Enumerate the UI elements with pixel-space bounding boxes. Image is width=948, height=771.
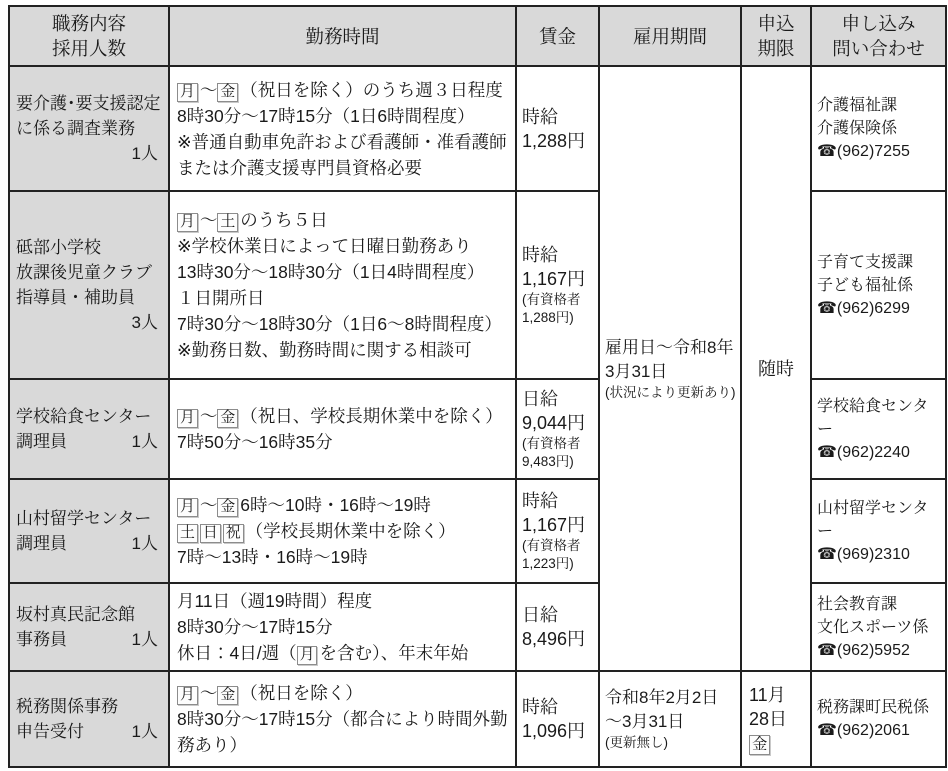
text-line: 1,288円 [522, 130, 586, 151]
period-note: (更新無し) [605, 735, 668, 750]
text-line: 税務課町民税係 [817, 699, 930, 716]
text-line: 申告受付 [16, 722, 84, 741]
text-line: 8時30分～17時15分 [177, 617, 333, 637]
schedule-text [177, 207, 512, 363]
job-count: 1人 [131, 144, 158, 163]
boxed-day-icon: 金 [749, 735, 770, 755]
wage-main [522, 603, 596, 651]
boxed-day-icon: 金 [217, 498, 238, 517]
text-line: に係る調査業務 [16, 119, 135, 138]
text-line: 8,496円 [522, 629, 586, 649]
contact-text [817, 593, 943, 662]
text-line: ☎(969)2310 [817, 545, 910, 563]
job-cell [9, 479, 169, 583]
text-line: 9,044円 [522, 413, 586, 433]
schedule-text [177, 492, 512, 570]
deadline-text: 随時 [758, 358, 794, 379]
text-line: 山村留学センター [817, 499, 929, 540]
wage-note [522, 435, 596, 471]
text-line: 1,167円 [522, 515, 586, 535]
text-line: 子育て支援課 [817, 253, 914, 271]
wage-main [522, 387, 596, 435]
text-line: 日給 [522, 605, 558, 625]
text-line: 1,288円) [522, 310, 574, 325]
text-line: 月 ～ 金 6時～10時・16時～19時 [177, 492, 512, 518]
job-listings-table [8, 5, 947, 768]
schedule-text [177, 403, 512, 455]
schedule-text [177, 588, 512, 666]
text-line: ※学校休業日によって日曜日勤務あり [177, 236, 472, 256]
boxed-day-icon: 日 [200, 524, 221, 543]
schedule-text [177, 680, 512, 758]
wage-cell [516, 379, 599, 479]
text-line: 9,483円) [522, 454, 574, 469]
application-deadline-cell [741, 671, 811, 767]
text-line: (有資格者 [522, 538, 581, 553]
boxed-day-icon: 金 [217, 83, 238, 102]
contact-cell [811, 583, 946, 671]
text-line: 月 ～ 土 のうち５日 [177, 207, 512, 233]
employment-period-cell [599, 671, 741, 767]
text-line: 1,223円) [522, 556, 574, 571]
text-line: 坂村真民記念館 [16, 605, 135, 624]
text-line: 土 日 祝 （学校長期休業中を除く） [177, 518, 512, 544]
job-cell [9, 379, 169, 479]
wage-cell [516, 583, 599, 671]
text-line: ※普通自動車免許および看護師・准看護師または介護支援専門員資格必要 [177, 131, 507, 178]
boxed-day-icon: 土 [177, 524, 198, 543]
text-line: 月 ～ 金 （祝日を除く） [177, 680, 512, 706]
contact-cell [811, 191, 946, 379]
text-line: 7時30分～18時30分（1日6～8時間程度） [177, 314, 502, 334]
contact-text [817, 94, 943, 163]
text-line: 時給 [522, 245, 558, 265]
text-line: 月 ～ 金 （祝日を除く）のうち週３日程度 [177, 77, 512, 103]
text-line: 日給 [522, 389, 558, 409]
schedule-cell [169, 191, 516, 379]
wage-note [522, 291, 596, 327]
wage-main [522, 105, 596, 153]
text-line: ☎(962)7255 [817, 143, 910, 160]
job-cell [9, 583, 169, 671]
text-line: ☎(962)2061 [817, 722, 910, 739]
header-schedule: 勤務時間 [169, 6, 516, 66]
text-line: 11月 [749, 685, 786, 705]
wage-cell [516, 66, 599, 191]
boxed-day-icon: 金 [217, 686, 238, 705]
wage-cell [516, 479, 599, 583]
job-title [16, 91, 164, 141]
boxed-day-icon: 月 [177, 409, 198, 428]
text-line: ☎(962)5952 [817, 641, 910, 659]
text-line: 7時50分～16時35分 [177, 432, 333, 452]
deadline-text [749, 683, 808, 755]
boxed-day-icon: 祝 [223, 524, 244, 543]
boxed-day-icon: 月 [177, 213, 198, 232]
text-line: 職務内容 [51, 13, 126, 34]
text-line: 期限 [757, 38, 795, 59]
job-cell [9, 66, 169, 191]
job-count: 1人 [131, 432, 158, 451]
text-line: 3月31日 [605, 361, 668, 381]
text-line: 介護福祉課 [817, 97, 898, 114]
schedule-cell [169, 583, 516, 671]
contact-text [817, 497, 943, 566]
job-count: 1人 [131, 630, 158, 649]
text-line: 文化スポーツ係 [817, 618, 929, 636]
contact-text [817, 251, 943, 320]
text-line: 8時30分～17時15分（1日6時間程度） [177, 105, 475, 126]
text-line: ☎(962)2240 [817, 443, 910, 461]
schedule-cell [169, 66, 516, 191]
header-wage: 賃金 [516, 6, 599, 66]
text-line: (有資格者 [522, 436, 581, 451]
text-line: 令和8年2月2日 [605, 688, 719, 707]
boxed-day-icon: 金 [217, 409, 238, 428]
schedule-cell [169, 379, 516, 479]
text-line: 申し込み [841, 13, 916, 34]
text-line: 学校給食センター [16, 407, 152, 426]
boxed-day-icon: 月 [177, 686, 198, 705]
text-line: 1,167円 [522, 269, 586, 289]
wage-cell [516, 671, 599, 767]
header-deadline [741, 6, 811, 66]
schedule-cell [169, 479, 516, 583]
text-line: 要介護･要支援認定 [16, 94, 161, 113]
text-line: 問い合わせ [832, 38, 925, 59]
header-job [9, 6, 169, 66]
job-count: 1人 [131, 534, 158, 553]
text-line: ☎(962)6299 [817, 299, 910, 317]
boxed-day-icon: 月 [177, 498, 198, 517]
text-line: 介護保険係 [817, 120, 898, 137]
table-row [9, 66, 946, 191]
text-line: ※勤務日数、勤務時間に関する相談可 [177, 340, 472, 360]
text-line: 時給 [522, 491, 558, 511]
boxed-day-icon: 土 [217, 213, 238, 232]
text-line: １日開所日 [177, 288, 265, 308]
text-line: 学校給食センター [817, 397, 929, 438]
text-line: 税務関係事務 [16, 697, 118, 716]
wage-main [522, 243, 596, 291]
text-line: 時給 [522, 106, 558, 127]
text-line: 採用人数 [51, 38, 126, 59]
table-row [9, 671, 946, 767]
text-line: 申込 [757, 13, 795, 34]
text-line: ～3月31日 [605, 712, 685, 731]
text-line: 月11日（週19時間）程度 [177, 591, 373, 611]
contact-cell [811, 671, 946, 767]
text-line: 調理員 [16, 534, 67, 553]
job-cell [9, 191, 169, 379]
text-line: 7時～13時・16時～19時 [177, 547, 368, 567]
text-line: 放課後児童クラブ [16, 263, 152, 282]
text-line: 事務員 [16, 630, 67, 649]
job-count: 3人 [131, 313, 158, 332]
text-line: 1,096円 [522, 721, 586, 741]
wage-main [522, 489, 596, 537]
schedule-cell [169, 671, 516, 767]
text-line: 山村留学センター [16, 509, 152, 528]
text-line: 雇用日～令和8年 [605, 337, 734, 357]
boxed-day-icon: 月 [297, 646, 318, 665]
text-line: 社会教育課 [817, 595, 898, 613]
contact-text [817, 395, 943, 464]
wage-cell [516, 191, 599, 379]
schedule-text [177, 77, 512, 181]
wage-note [522, 537, 596, 573]
header-contact [811, 6, 946, 66]
job-count: 1人 [131, 722, 158, 741]
boxed-day-icon: 月 [177, 83, 198, 102]
wage-main [522, 695, 596, 743]
job-cell [9, 671, 169, 767]
period-text [605, 686, 738, 734]
contact-cell [811, 479, 946, 583]
text-line: 8時30分～17時15分（都合により時間外勤務あり） [177, 709, 508, 755]
text-line: 砥部小学校 [16, 238, 101, 257]
header-period: 雇用期間 [599, 6, 741, 66]
text-line: 13時30分～18時30分（1日4時間程度） [177, 262, 485, 282]
contact-cell [811, 379, 946, 479]
text-line: 休日：4日/週（ 月 を含む）、年末年始 [177, 640, 512, 666]
contact-cell [811, 66, 946, 191]
application-deadline-cell [741, 66, 811, 671]
employment-period-cell [599, 66, 741, 671]
contact-text [817, 696, 943, 742]
text-line: 時給 [522, 697, 558, 717]
job-title [16, 235, 164, 310]
text-line: 月 ～ 金 （祝日、学校長期休業中を除く） [177, 403, 512, 429]
text-line: 指導員・補助員 [16, 288, 135, 307]
header-row [9, 6, 946, 66]
text-line: (有資格者 [522, 292, 581, 307]
period-text [605, 336, 738, 384]
text-line: 28日金 [749, 709, 788, 753]
period-note: (状況により更新あり) [605, 384, 736, 400]
text-line: 子ども福祉係 [817, 276, 914, 294]
text-line: 調理員 [16, 432, 67, 451]
